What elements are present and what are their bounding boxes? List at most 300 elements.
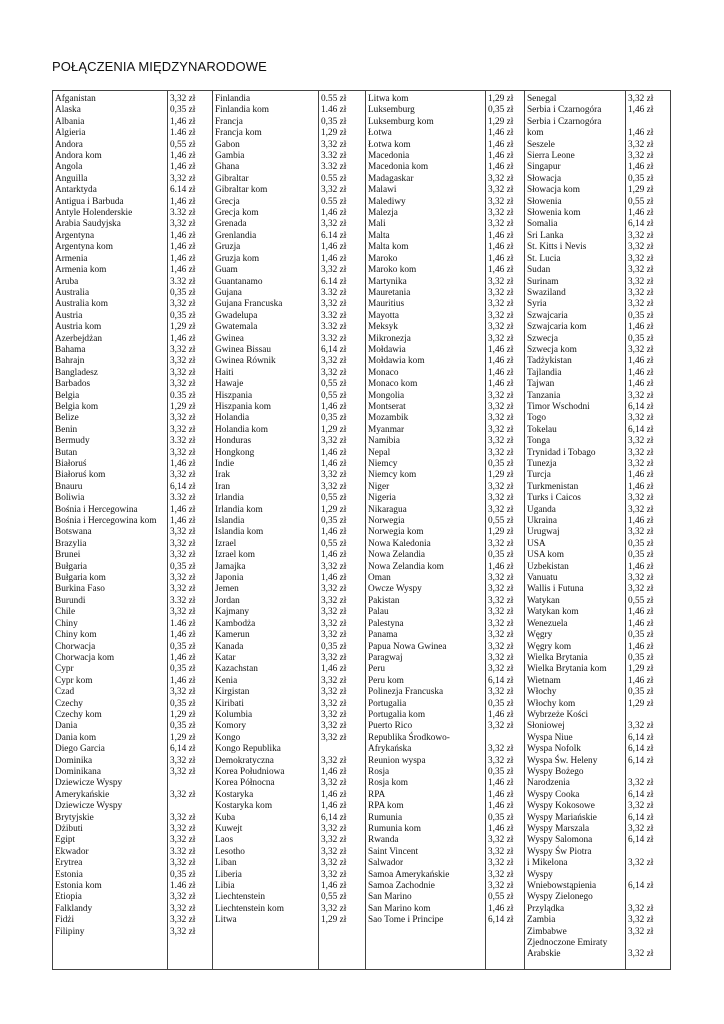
call-price: 0,35 zł bbox=[488, 812, 514, 823]
call-price: 3,32 zł bbox=[488, 299, 514, 310]
country-name: Kongo bbox=[215, 732, 241, 743]
country-name: Portugalia bbox=[368, 698, 407, 709]
country-name: Rosja kom bbox=[368, 778, 409, 789]
table-row bbox=[366, 128, 524, 139]
table-row bbox=[53, 619, 212, 630]
call-price: 0,35 zł bbox=[170, 105, 196, 116]
table-row bbox=[525, 550, 670, 561]
table-row bbox=[366, 140, 524, 151]
country-name: Pakistan bbox=[368, 595, 400, 606]
table-row bbox=[213, 105, 365, 116]
country-name: Holandia bbox=[215, 413, 250, 424]
call-price: 0,35 zł bbox=[170, 287, 196, 298]
call-price: 6,14 zł bbox=[170, 481, 196, 492]
call-price: 3,32 zł bbox=[628, 903, 654, 914]
country-name: Guantanamo bbox=[215, 276, 263, 287]
call-price: 3,32 zł bbox=[628, 949, 654, 960]
call-price: 1.46 zł bbox=[321, 105, 347, 116]
call-price: 3,32 zł bbox=[628, 94, 654, 104]
table-row bbox=[525, 174, 670, 185]
country-name: Samoa Zachodnie bbox=[368, 881, 435, 892]
table-row bbox=[366, 117, 524, 128]
call-price: 1,46 zł bbox=[321, 573, 347, 584]
table-row bbox=[366, 607, 524, 618]
table-row bbox=[53, 288, 212, 299]
call-price: 1,46 zł bbox=[170, 675, 196, 686]
table-row bbox=[213, 835, 365, 846]
call-price: 6,14 zł bbox=[170, 744, 196, 755]
country-name: Słowacja kom bbox=[527, 185, 580, 196]
call-price: 1,46 zł bbox=[321, 401, 347, 412]
table-row bbox=[213, 311, 365, 322]
country-name: Sao Tome i Principe bbox=[368, 915, 444, 926]
country-name: Macedonia kom bbox=[368, 162, 429, 173]
table-row bbox=[53, 242, 212, 253]
country-name: Białoruś bbox=[55, 459, 87, 469]
call-price: 0.55 zł bbox=[321, 94, 347, 104]
table-row bbox=[525, 402, 670, 413]
country-name: Korea Północna bbox=[215, 778, 275, 789]
table-row bbox=[366, 630, 524, 641]
country-name: Łotwa bbox=[368, 128, 392, 139]
country-name: Nigeria bbox=[368, 493, 396, 504]
country-name: Malezja bbox=[368, 208, 398, 219]
table-row bbox=[525, 311, 670, 322]
country-name: Wyspy Kokosowe bbox=[527, 801, 595, 812]
call-price: 3,32 zł bbox=[628, 926, 654, 937]
country-name: Swaziland bbox=[527, 287, 566, 298]
table-row bbox=[525, 881, 670, 892]
table-row bbox=[366, 105, 524, 116]
country-name: Dominikana bbox=[55, 766, 101, 777]
table-row bbox=[366, 299, 524, 310]
country-name: Malta bbox=[368, 230, 390, 241]
call-price: 3,32 zł bbox=[488, 687, 514, 698]
table-row bbox=[366, 733, 524, 744]
country-name: Somalia bbox=[527, 219, 558, 230]
call-price: 0,35 zł bbox=[488, 105, 514, 116]
call-price: 0,35 zł bbox=[170, 869, 196, 880]
table-row bbox=[53, 379, 212, 390]
table-row bbox=[53, 128, 212, 139]
call-price: 0,35 zł bbox=[321, 516, 347, 527]
table-row bbox=[525, 231, 670, 242]
country-name: Wielka Brytania bbox=[527, 652, 588, 663]
country-name: Argentyna bbox=[55, 230, 95, 241]
call-price: 1,29 zł bbox=[488, 116, 514, 127]
country-name: Kamerun bbox=[215, 630, 250, 641]
country-name: Fidżi bbox=[55, 915, 75, 926]
table-row bbox=[366, 756, 524, 767]
table-row bbox=[213, 539, 365, 550]
table-row bbox=[213, 208, 365, 219]
country-name: Czad bbox=[55, 687, 75, 698]
call-price: 3,32 zł bbox=[488, 493, 514, 504]
call-price: 3.32 zł bbox=[321, 287, 347, 298]
table-row bbox=[525, 482, 670, 493]
table-row bbox=[525, 527, 670, 538]
table-row bbox=[525, 242, 670, 253]
call-price: 3,32 zł bbox=[488, 630, 514, 641]
call-price: 3,32 zł bbox=[628, 413, 654, 424]
country-name: Chorwacja kom bbox=[55, 652, 115, 663]
call-price: 0,35 zł bbox=[628, 630, 654, 641]
table-row bbox=[525, 265, 670, 276]
call-price: 0,35 zł bbox=[628, 333, 654, 344]
call-price: 3,32 zł bbox=[488, 641, 514, 652]
country-name: Czechy kom bbox=[55, 709, 102, 720]
table-row bbox=[525, 539, 670, 550]
table-row bbox=[213, 277, 365, 288]
country-name: Liberia bbox=[215, 869, 242, 880]
table-row bbox=[53, 265, 212, 276]
table-row bbox=[525, 596, 670, 607]
table-row bbox=[53, 562, 212, 573]
table-row bbox=[53, 436, 212, 447]
table-row bbox=[53, 459, 212, 470]
table-row bbox=[366, 642, 524, 653]
country-name: Amerykańskie bbox=[55, 789, 110, 800]
country-name: Mayotta bbox=[368, 310, 399, 321]
country-name: Tunezja bbox=[527, 459, 557, 469]
table-row bbox=[525, 813, 670, 824]
call-price: 1,29 zł bbox=[628, 698, 654, 709]
country-name: Hiszpania kom bbox=[215, 401, 272, 412]
call-price: 3,32 zł bbox=[488, 607, 514, 618]
call-price: 3,32 zł bbox=[170, 915, 196, 926]
table-row bbox=[366, 858, 524, 869]
country-name: Boliwia bbox=[55, 493, 85, 504]
country-name: Filipiny bbox=[55, 926, 85, 937]
table-row bbox=[366, 516, 524, 527]
call-price: 0,55 zł bbox=[321, 892, 347, 903]
country-name: Aruba bbox=[55, 276, 79, 287]
call-price: 1,46 zł bbox=[488, 801, 514, 812]
table-row bbox=[53, 699, 212, 710]
country-name: Wyspa Nofolk bbox=[527, 744, 581, 755]
call-price: 3,32 zł bbox=[488, 424, 514, 435]
table-row bbox=[525, 949, 670, 960]
country-name: Gwinea Równik bbox=[215, 356, 276, 367]
country-name: Holandia kom bbox=[215, 424, 268, 435]
call-price: 1,46 zł bbox=[170, 333, 196, 344]
country-name: Gibraltar kom bbox=[215, 185, 268, 196]
table-row bbox=[53, 778, 212, 789]
country-name: Burundi bbox=[55, 595, 86, 606]
call-price: 0,55 zł bbox=[321, 538, 347, 549]
table-row bbox=[366, 824, 524, 835]
call-price: 3,32 zł bbox=[488, 436, 514, 447]
country-name: Libia bbox=[215, 881, 235, 892]
country-name: Słoniowej bbox=[527, 721, 565, 732]
country-name: Kostaryka kom bbox=[215, 801, 273, 812]
call-price: 3,32 zł bbox=[488, 208, 514, 219]
table-row bbox=[213, 482, 365, 493]
table-row bbox=[525, 254, 670, 265]
table-row bbox=[213, 322, 365, 333]
table-row bbox=[525, 664, 670, 675]
country-name: Komory bbox=[215, 721, 246, 732]
call-price: 1,46 zł bbox=[488, 128, 514, 139]
table-row bbox=[366, 619, 524, 630]
table-row bbox=[213, 197, 365, 208]
country-name: Belgia bbox=[55, 390, 80, 401]
country-name: Włochy bbox=[527, 687, 557, 698]
call-price: 1,46 zł bbox=[321, 459, 347, 469]
table-row bbox=[213, 391, 365, 402]
call-price: 0,55 zł bbox=[488, 516, 514, 527]
table-row bbox=[366, 584, 524, 595]
table-row bbox=[366, 573, 524, 584]
table-row bbox=[525, 687, 670, 698]
country-name: Sri Lanka bbox=[527, 230, 564, 241]
country-name: Wallis i Futuna bbox=[527, 584, 584, 595]
table-row bbox=[53, 311, 212, 322]
table-row bbox=[366, 505, 524, 516]
table-row bbox=[525, 299, 670, 310]
table-row bbox=[213, 356, 365, 367]
call-price: 1,46 zł bbox=[170, 652, 196, 663]
country-name: Islandia bbox=[215, 516, 245, 527]
call-price: 3,32 zł bbox=[628, 858, 654, 869]
call-price: 3,32 zł bbox=[628, 344, 654, 355]
call-price: 1,46 zł bbox=[321, 766, 347, 777]
table-column-2 bbox=[213, 91, 366, 969]
country-name: Wyspy Zielonego bbox=[527, 892, 593, 903]
call-price: 3,32 zł bbox=[170, 94, 196, 104]
call-price: 6,14 zł bbox=[488, 915, 514, 926]
call-price: 3,32 zł bbox=[628, 778, 654, 789]
table-row bbox=[366, 288, 524, 299]
country-name: Litwa kom bbox=[368, 94, 409, 104]
country-name: Jemen bbox=[215, 584, 239, 595]
call-price: 1,46 zł bbox=[628, 367, 654, 378]
country-name: Izrael bbox=[215, 538, 237, 549]
country-name: Norwegia kom bbox=[368, 527, 424, 538]
call-price: 1,46 zł bbox=[488, 379, 514, 390]
call-price: 3.32 zł bbox=[170, 208, 196, 219]
country-name: Dziewicze Wyspy bbox=[55, 801, 123, 812]
country-name: Samoa Amerykańskie bbox=[368, 869, 450, 880]
country-name: i Mikelona bbox=[527, 858, 568, 869]
call-price: 3,32 zł bbox=[321, 607, 347, 618]
table-row bbox=[213, 162, 365, 173]
table-row bbox=[525, 630, 670, 641]
country-name: Angola bbox=[55, 162, 83, 173]
table-row bbox=[53, 710, 212, 721]
call-price: 3,32 zł bbox=[321, 903, 347, 914]
country-name: Szwajcaria bbox=[527, 310, 568, 321]
call-price: 1,46 zł bbox=[170, 116, 196, 127]
country-name: Gwinea bbox=[215, 333, 244, 344]
table-row bbox=[213, 756, 365, 767]
call-price: 3,32 zł bbox=[321, 481, 347, 492]
call-price: 3,32 zł bbox=[628, 801, 654, 812]
call-price: 3.32 zł bbox=[321, 322, 347, 333]
country-name: Słowenia kom bbox=[527, 208, 581, 219]
country-name: Maroko kom bbox=[368, 265, 417, 276]
country-name: RPA bbox=[368, 789, 386, 800]
call-price: 3,32 zł bbox=[488, 196, 514, 207]
country-name: Kostaryka bbox=[215, 789, 254, 800]
call-price: 0,35 zł bbox=[488, 698, 514, 709]
call-price: 3,32 zł bbox=[321, 835, 347, 846]
call-price: 1,46 zł bbox=[170, 196, 196, 207]
country-name: Kolumbia bbox=[215, 709, 253, 720]
table-row bbox=[53, 607, 212, 618]
table-row bbox=[525, 562, 670, 573]
call-price: 3,32 zł bbox=[321, 824, 347, 834]
call-price: 3,32 zł bbox=[628, 276, 654, 287]
call-price: 1,46 zł bbox=[628, 162, 654, 173]
country-name: Estonia kom bbox=[55, 881, 102, 892]
table-row bbox=[213, 368, 365, 379]
call-price: 3,32 zł bbox=[488, 664, 514, 675]
table-row bbox=[366, 356, 524, 367]
table-row bbox=[366, 413, 524, 424]
table-row bbox=[525, 892, 670, 903]
call-price: 3,32 zł bbox=[628, 139, 654, 150]
country-name: St. Kitts i Nevis bbox=[527, 242, 587, 253]
call-price: 1,46 zł bbox=[170, 151, 196, 162]
country-name: Brytyjskie bbox=[55, 812, 94, 823]
table-row bbox=[53, 493, 212, 504]
table-row bbox=[525, 288, 670, 299]
country-name: Trynidad i Tobago bbox=[527, 447, 596, 458]
table-row bbox=[366, 744, 524, 755]
call-price: 6.14 zł bbox=[321, 230, 347, 241]
call-price: 6,14 zł bbox=[628, 881, 654, 892]
call-price: 3,32 zł bbox=[321, 265, 347, 276]
call-price: 1,46 zł bbox=[488, 789, 514, 800]
table-row bbox=[525, 870, 670, 881]
table-row bbox=[366, 402, 524, 413]
country-name: Guam bbox=[215, 265, 238, 276]
country-name: Wyspy Marszala bbox=[527, 824, 590, 834]
call-price: 0,35 zł bbox=[488, 550, 514, 561]
table-row bbox=[213, 254, 365, 265]
call-price: 1,46 zł bbox=[628, 356, 654, 367]
call-price: 3,32 zł bbox=[321, 721, 347, 732]
country-name: Korea Południowa bbox=[215, 766, 285, 777]
country-name: Chorwacja bbox=[55, 641, 96, 652]
call-price: 1,46 zł bbox=[170, 459, 196, 469]
call-price: 1,46 zł bbox=[628, 379, 654, 390]
country-name: Chiny kom bbox=[55, 630, 97, 641]
table-row bbox=[213, 584, 365, 595]
call-price: 1,46 zł bbox=[628, 675, 654, 686]
table-row bbox=[525, 493, 670, 504]
table-row bbox=[213, 699, 365, 710]
call-price: 3,32 zł bbox=[488, 219, 514, 230]
country-name: Mauritius bbox=[368, 299, 405, 310]
call-price: 3,32 zł bbox=[628, 265, 654, 276]
table-row bbox=[53, 322, 212, 333]
call-price: 3,32 zł bbox=[170, 607, 196, 618]
country-name: Nepal bbox=[368, 447, 391, 458]
country-name: Azerbejdżan bbox=[55, 333, 102, 344]
table-row bbox=[213, 265, 365, 276]
table-row bbox=[53, 162, 212, 173]
table-row bbox=[213, 242, 365, 253]
country-name: Andora bbox=[55, 139, 83, 150]
table-row bbox=[366, 527, 524, 538]
country-name: Mikronezja bbox=[368, 333, 411, 344]
table-row bbox=[366, 94, 524, 105]
country-name: Wyspy Mariańskie bbox=[527, 812, 597, 823]
call-price: 1,46 zł bbox=[321, 527, 347, 538]
call-price: 3,32 zł bbox=[170, 835, 196, 846]
country-name: Bnauru bbox=[55, 481, 83, 492]
table-row bbox=[53, 927, 212, 938]
table-row bbox=[525, 368, 670, 379]
country-name: Dominika bbox=[55, 755, 93, 766]
country-name: Barbados bbox=[55, 379, 91, 390]
call-price: 0,35 zł bbox=[488, 459, 514, 469]
table-row bbox=[525, 459, 670, 470]
country-name: Syria bbox=[527, 299, 547, 310]
call-price: 1,29 zł bbox=[170, 322, 196, 333]
country-name: Singapur bbox=[527, 162, 561, 173]
country-name: Niger bbox=[368, 481, 390, 492]
table-row bbox=[53, 151, 212, 162]
table-row bbox=[213, 904, 365, 915]
table-row bbox=[525, 208, 670, 219]
country-name: Macedonia bbox=[368, 151, 410, 162]
country-name: Erytrea bbox=[55, 858, 83, 869]
call-price: 3,32 zł bbox=[321, 858, 347, 869]
call-price: 1,29 zł bbox=[170, 401, 196, 412]
country-name: Owcze Wyspy bbox=[368, 584, 422, 595]
table-row bbox=[53, 413, 212, 424]
table-row bbox=[366, 904, 524, 915]
country-name: Japonia bbox=[215, 573, 244, 584]
table-row bbox=[366, 550, 524, 561]
table-row bbox=[525, 801, 670, 812]
table-row bbox=[53, 185, 212, 196]
call-price: 1,46 zł bbox=[488, 253, 514, 264]
call-price: 1,29 zł bbox=[321, 915, 347, 926]
country-name: Łotwa kom bbox=[368, 139, 411, 150]
country-name: Katar bbox=[215, 652, 236, 663]
country-name: Serbia i Czarnogóra bbox=[527, 116, 602, 127]
table-row bbox=[366, 208, 524, 219]
call-price: 3,32 zł bbox=[488, 755, 514, 766]
table-row bbox=[213, 721, 365, 732]
country-name: Sierra Leone bbox=[527, 151, 575, 162]
call-price: 3.32 zł bbox=[170, 595, 196, 606]
table-row bbox=[366, 425, 524, 436]
table-row bbox=[525, 790, 670, 801]
country-name: Turkmenistan bbox=[527, 481, 579, 492]
call-price: 3,32 zł bbox=[321, 299, 347, 310]
table-row bbox=[366, 254, 524, 265]
country-name: Irlandia bbox=[215, 493, 244, 504]
call-price: 1.46 zł bbox=[170, 881, 196, 892]
call-price: 1,46 zł bbox=[321, 208, 347, 219]
country-name: Armenia bbox=[55, 253, 88, 264]
table-row bbox=[366, 345, 524, 356]
table-row bbox=[525, 824, 670, 835]
country-name: Mołdawia bbox=[368, 344, 406, 355]
table-row bbox=[366, 790, 524, 801]
call-price: 6,14 zł bbox=[628, 424, 654, 435]
call-price: 3,32 zł bbox=[170, 903, 196, 914]
country-name: Burkina Faso bbox=[55, 584, 105, 595]
table-row bbox=[213, 687, 365, 698]
table-row bbox=[53, 664, 212, 675]
table-row bbox=[366, 653, 524, 664]
